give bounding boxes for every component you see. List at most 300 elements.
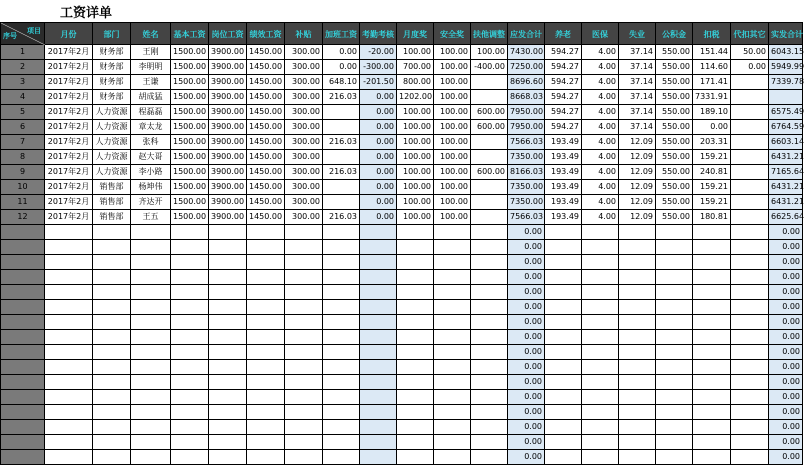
table-cell[interactable] — [434, 285, 471, 300]
table-cell[interactable]: 0.00 — [360, 195, 397, 210]
table-cell[interactable] — [209, 300, 247, 315]
column-header[interactable]: 代扣其它 — [731, 23, 769, 45]
table-cell[interactable] — [131, 435, 171, 450]
table-cell[interactable] — [323, 360, 360, 375]
table-cell[interactable] — [45, 420, 93, 435]
table-cell[interactable] — [656, 270, 693, 285]
table-cell[interactable] — [693, 405, 731, 420]
column-header[interactable]: 补贴 — [285, 23, 323, 45]
table-cell[interactable] — [323, 405, 360, 420]
table-cell[interactable] — [360, 405, 397, 420]
table-cell[interactable] — [93, 375, 131, 390]
row-index[interactable] — [1, 360, 45, 375]
table-cell[interactable]: 594.27 — [545, 45, 582, 60]
table-cell[interactable] — [471, 255, 508, 270]
table-cell[interactable]: 0.00 — [360, 120, 397, 135]
table-cell[interactable] — [171, 225, 209, 240]
table-cell[interactable] — [285, 420, 323, 435]
table-cell[interactable] — [45, 450, 93, 465]
table-cell[interactable] — [656, 330, 693, 345]
table-cell[interactable]: 1500.00 — [171, 105, 209, 120]
table-cell[interactable] — [45, 300, 93, 315]
table-cell[interactable]: 37.14 — [619, 75, 656, 90]
table-cell[interactable]: 100.00 — [397, 135, 434, 150]
table-cell[interactable] — [656, 300, 693, 315]
table-cell[interactable]: 0.00 — [769, 345, 803, 360]
table-cell[interactable] — [360, 285, 397, 300]
row-index[interactable] — [1, 225, 45, 240]
table-cell[interactable] — [397, 405, 434, 420]
table-cell[interactable] — [619, 255, 656, 270]
table-cell[interactable] — [247, 330, 285, 345]
table-cell[interactable]: 0.00 — [360, 90, 397, 105]
table-cell[interactable]: 2017年2月 — [45, 60, 93, 75]
table-cell[interactable]: 4.00 — [582, 120, 619, 135]
table-cell[interactable] — [45, 405, 93, 420]
table-cell[interactable] — [471, 300, 508, 315]
table-cell[interactable] — [323, 240, 360, 255]
table-cell[interactable]: 1500.00 — [171, 210, 209, 225]
table-cell[interactable] — [285, 285, 323, 300]
table-cell[interactable]: 100.00 — [397, 165, 434, 180]
table-cell[interactable] — [285, 240, 323, 255]
table-cell[interactable]: 100.00 — [434, 90, 471, 105]
table-cell[interactable]: 180.81 — [693, 210, 731, 225]
table-cell[interactable]: 300.00 — [285, 180, 323, 195]
table-cell[interactable] — [131, 255, 171, 270]
table-cell[interactable]: 0.00 — [769, 285, 803, 300]
table-cell[interactable] — [471, 150, 508, 165]
table-cell[interactable]: 216.03 — [323, 165, 360, 180]
table-cell[interactable] — [247, 375, 285, 390]
table-cell[interactable]: 3900.00 — [209, 120, 247, 135]
row-index[interactable] — [1, 375, 45, 390]
table-cell[interactable]: 8696.60 — [508, 75, 545, 90]
table-cell[interactable]: 4.00 — [582, 165, 619, 180]
table-cell[interactable]: 550.00 — [656, 180, 693, 195]
table-cell[interactable]: 1202.00 — [397, 90, 434, 105]
table-cell[interactable] — [131, 225, 171, 240]
table-cell[interactable]: 1450.00 — [247, 105, 285, 120]
table-cell[interactable]: 王刚 — [131, 45, 171, 60]
table-cell[interactable]: 1450.00 — [247, 195, 285, 210]
table-cell[interactable] — [582, 240, 619, 255]
table-cell[interactable]: 100.00 — [434, 75, 471, 90]
table-cell[interactable] — [397, 450, 434, 465]
table-cell[interactable]: 人力资源 — [93, 120, 131, 135]
table-cell[interactable] — [545, 240, 582, 255]
table-cell[interactable]: 1500.00 — [171, 135, 209, 150]
table-cell[interactable] — [731, 270, 769, 285]
table-cell[interactable]: 100.00 — [397, 180, 434, 195]
table-cell[interactable]: 1500.00 — [171, 90, 209, 105]
table-cell[interactable] — [93, 360, 131, 375]
table-cell[interactable] — [93, 225, 131, 240]
table-cell[interactable] — [656, 240, 693, 255]
table-cell[interactable] — [323, 120, 360, 135]
table-cell[interactable]: 216.03 — [323, 210, 360, 225]
table-cell[interactable] — [434, 330, 471, 345]
table-cell[interactable] — [93, 240, 131, 255]
table-cell[interactable] — [171, 375, 209, 390]
row-index[interactable] — [1, 315, 45, 330]
table-cell[interactable] — [397, 300, 434, 315]
table-cell[interactable]: 600.00 — [471, 105, 508, 120]
table-cell[interactable]: 1450.00 — [247, 150, 285, 165]
column-header[interactable]: 失业 — [619, 23, 656, 45]
table-cell[interactable]: 胡成猛 — [131, 90, 171, 105]
table-cell[interactable]: 594.27 — [545, 105, 582, 120]
table-cell[interactable] — [619, 420, 656, 435]
table-cell[interactable] — [656, 420, 693, 435]
row-index[interactable] — [1, 270, 45, 285]
table-cell[interactable] — [693, 450, 731, 465]
table-cell[interactable]: 12.09 — [619, 165, 656, 180]
table-cell[interactable]: 0.00 — [769, 315, 803, 330]
table-cell[interactable] — [656, 390, 693, 405]
column-header[interactable]: 基本工资 — [171, 23, 209, 45]
table-cell[interactable]: 1450.00 — [247, 120, 285, 135]
table-cell[interactable] — [731, 450, 769, 465]
table-cell[interactable] — [582, 285, 619, 300]
table-cell[interactable]: 300.00 — [285, 165, 323, 180]
table-cell[interactable]: 3900.00 — [209, 45, 247, 60]
table-cell[interactable]: 550.00 — [656, 105, 693, 120]
table-cell[interactable]: 100.00 — [397, 150, 434, 165]
table-cell[interactable] — [434, 225, 471, 240]
table-cell[interactable] — [93, 345, 131, 360]
table-cell[interactable]: 1500.00 — [171, 60, 209, 75]
table-cell[interactable]: 0.00 — [508, 300, 545, 315]
table-cell[interactable]: 100.00 — [397, 45, 434, 60]
table-cell[interactable]: 3900.00 — [209, 210, 247, 225]
table-cell[interactable] — [397, 345, 434, 360]
table-cell[interactable] — [731, 360, 769, 375]
table-cell[interactable]: 7250.00 — [508, 60, 545, 75]
table-cell[interactable] — [434, 360, 471, 375]
table-cell[interactable] — [619, 330, 656, 345]
table-cell[interactable] — [619, 390, 656, 405]
table-cell[interactable]: 300.00 — [285, 45, 323, 60]
table-cell[interactable]: 0.00 — [508, 405, 545, 420]
row-index[interactable] — [1, 435, 45, 450]
table-cell[interactable]: 100.00 — [434, 105, 471, 120]
table-cell[interactable]: 杨坤伟 — [131, 180, 171, 195]
table-cell[interactable] — [619, 360, 656, 375]
table-cell[interactable] — [731, 285, 769, 300]
table-cell[interactable]: 0.00 — [769, 270, 803, 285]
table-cell[interactable] — [471, 375, 508, 390]
table-cell[interactable]: 2017年2月 — [45, 195, 93, 210]
table-cell[interactable] — [131, 390, 171, 405]
table-cell[interactable] — [471, 90, 508, 105]
table-cell[interactable] — [323, 390, 360, 405]
table-cell[interactable]: 1450.00 — [247, 90, 285, 105]
table-cell[interactable] — [171, 270, 209, 285]
table-cell[interactable] — [360, 420, 397, 435]
column-header[interactable]: 医保 — [582, 23, 619, 45]
table-cell[interactable]: 594.27 — [545, 90, 582, 105]
row-index[interactable] — [1, 405, 45, 420]
table-cell[interactable] — [323, 255, 360, 270]
table-cell[interactable] — [545, 345, 582, 360]
table-cell[interactable]: 100.00 — [434, 165, 471, 180]
table-cell[interactable]: 2017年2月 — [45, 120, 93, 135]
table-cell[interactable]: 0.00 — [769, 255, 803, 270]
table-cell[interactable] — [131, 300, 171, 315]
table-cell[interactable] — [471, 390, 508, 405]
table-cell[interactable]: 300.00 — [285, 150, 323, 165]
table-cell[interactable] — [545, 300, 582, 315]
table-cell[interactable] — [360, 330, 397, 345]
table-cell[interactable] — [471, 75, 508, 90]
table-cell[interactable]: 100.00 — [434, 135, 471, 150]
table-cell[interactable] — [285, 375, 323, 390]
table-cell[interactable]: 财务部 — [93, 75, 131, 90]
table-cell[interactable] — [582, 390, 619, 405]
table-cell[interactable]: 1500.00 — [171, 150, 209, 165]
table-cell[interactable]: 100.00 — [397, 195, 434, 210]
table-cell[interactable]: 100.00 — [434, 45, 471, 60]
table-cell[interactable] — [471, 450, 508, 465]
table-cell[interactable]: 550.00 — [656, 45, 693, 60]
table-cell[interactable] — [131, 360, 171, 375]
table-cell[interactable] — [471, 345, 508, 360]
column-header[interactable]: 养老 — [545, 23, 582, 45]
table-cell[interactable] — [582, 270, 619, 285]
table-cell[interactable]: 1500.00 — [171, 120, 209, 135]
table-cell[interactable] — [619, 315, 656, 330]
table-cell[interactable]: 销售部 — [93, 195, 131, 210]
table-cell[interactable]: 37.14 — [619, 45, 656, 60]
table-cell[interactable] — [323, 195, 360, 210]
table-cell[interactable] — [45, 270, 93, 285]
table-cell[interactable]: 594.27 — [545, 60, 582, 75]
table-cell[interactable] — [582, 315, 619, 330]
table-cell[interactable] — [731, 180, 769, 195]
table-cell[interactable]: 7165.64 — [769, 165, 803, 180]
table-cell[interactable]: 0.00 — [508, 225, 545, 240]
table-cell[interactable] — [247, 435, 285, 450]
table-cell[interactable]: 赵大哥 — [131, 150, 171, 165]
table-cell[interactable] — [582, 435, 619, 450]
table-cell[interactable] — [247, 450, 285, 465]
table-cell[interactable] — [285, 390, 323, 405]
table-cell[interactable]: 37.14 — [619, 105, 656, 120]
table-cell[interactable]: 7339.78 — [769, 75, 803, 90]
table-cell[interactable] — [693, 435, 731, 450]
table-cell[interactable] — [582, 225, 619, 240]
table-cell[interactable] — [397, 330, 434, 345]
table-cell[interactable] — [360, 270, 397, 285]
table-cell[interactable] — [582, 345, 619, 360]
column-header[interactable]: 考勤考核 — [360, 23, 397, 45]
table-cell[interactable]: 193.49 — [545, 150, 582, 165]
table-cell[interactable]: 4.00 — [582, 135, 619, 150]
table-cell[interactable] — [693, 255, 731, 270]
table-cell[interactable]: 550.00 — [656, 150, 693, 165]
table-cell[interactable]: 1450.00 — [247, 60, 285, 75]
table-cell[interactable] — [545, 405, 582, 420]
table-cell[interactable] — [397, 285, 434, 300]
table-cell[interactable]: 2017年2月 — [45, 45, 93, 60]
table-cell[interactable] — [323, 285, 360, 300]
table-cell[interactable] — [397, 270, 434, 285]
table-cell[interactable] — [397, 390, 434, 405]
table-cell[interactable]: 2017年2月 — [45, 105, 93, 120]
table-cell[interactable]: 550.00 — [656, 165, 693, 180]
table-cell[interactable]: -20.00 — [360, 45, 397, 60]
table-cell[interactable] — [731, 315, 769, 330]
table-cell[interactable]: 2017年2月 — [45, 165, 93, 180]
column-header[interactable]: 绩效工资 — [247, 23, 285, 45]
table-cell[interactable] — [582, 450, 619, 465]
table-cell[interactable]: 100.00 — [434, 120, 471, 135]
table-cell[interactable]: 216.03 — [323, 135, 360, 150]
table-cell[interactable] — [434, 240, 471, 255]
table-cell[interactable] — [656, 315, 693, 330]
table-cell[interactable]: 1450.00 — [247, 210, 285, 225]
table-cell[interactable] — [582, 405, 619, 420]
table-cell[interactable] — [731, 165, 769, 180]
table-cell[interactable] — [434, 255, 471, 270]
table-cell[interactable] — [323, 270, 360, 285]
row-index[interactable]: 12 — [1, 210, 45, 225]
table-cell[interactable] — [619, 300, 656, 315]
table-cell[interactable] — [209, 390, 247, 405]
table-cell[interactable]: 7950.00 — [508, 105, 545, 120]
table-cell[interactable]: 193.49 — [545, 195, 582, 210]
table-cell[interactable] — [619, 405, 656, 420]
table-cell[interactable] — [434, 390, 471, 405]
table-cell[interactable]: 李明明 — [131, 60, 171, 75]
table-cell[interactable] — [171, 390, 209, 405]
table-cell[interactable] — [171, 360, 209, 375]
table-cell[interactable] — [360, 300, 397, 315]
table-cell[interactable] — [693, 285, 731, 300]
column-header[interactable]: 加班工资 — [323, 23, 360, 45]
table-cell[interactable] — [656, 375, 693, 390]
table-cell[interactable]: 12.09 — [619, 180, 656, 195]
table-cell[interactable]: 0.00 — [693, 120, 731, 135]
table-cell[interactable] — [247, 360, 285, 375]
table-cell[interactable] — [471, 360, 508, 375]
table-cell[interactable] — [209, 360, 247, 375]
column-header[interactable]: 扣税 — [693, 23, 731, 45]
table-cell[interactable] — [731, 375, 769, 390]
table-cell[interactable]: 7350.00 — [508, 150, 545, 165]
table-cell[interactable]: 193.49 — [545, 180, 582, 195]
table-cell[interactable] — [397, 315, 434, 330]
table-cell[interactable]: 550.00 — [656, 195, 693, 210]
table-cell[interactable] — [360, 225, 397, 240]
table-cell[interactable] — [619, 450, 656, 465]
table-cell[interactable]: 3900.00 — [209, 105, 247, 120]
table-cell[interactable] — [471, 195, 508, 210]
table-cell[interactable] — [619, 240, 656, 255]
column-header[interactable]: 岗位工资 — [209, 23, 247, 45]
table-cell[interactable]: 章太龙 — [131, 120, 171, 135]
table-cell[interactable] — [434, 270, 471, 285]
table-cell[interactable]: 4.00 — [582, 90, 619, 105]
table-cell[interactable]: 100.00 — [434, 195, 471, 210]
table-cell[interactable] — [171, 300, 209, 315]
table-cell[interactable] — [45, 240, 93, 255]
table-cell[interactable]: 100.00 — [397, 120, 434, 135]
table-cell[interactable]: 0.00 — [508, 390, 545, 405]
table-cell[interactable] — [131, 285, 171, 300]
table-cell[interactable] — [397, 255, 434, 270]
table-cell[interactable] — [209, 420, 247, 435]
table-cell[interactable] — [471, 420, 508, 435]
table-cell[interactable] — [360, 375, 397, 390]
table-cell[interactable] — [360, 255, 397, 270]
table-cell[interactable] — [731, 240, 769, 255]
table-cell[interactable] — [693, 315, 731, 330]
table-cell[interactable]: 300.00 — [285, 120, 323, 135]
table-cell[interactable]: 7950.00 — [508, 120, 545, 135]
table-cell[interactable] — [45, 315, 93, 330]
table-cell[interactable]: 100.00 — [434, 150, 471, 165]
table-cell[interactable] — [45, 435, 93, 450]
row-index[interactable]: 2 — [1, 60, 45, 75]
table-cell[interactable] — [285, 315, 323, 330]
table-cell[interactable] — [471, 225, 508, 240]
table-cell[interactable]: 0.00 — [769, 375, 803, 390]
table-cell[interactable] — [471, 285, 508, 300]
table-cell[interactable] — [247, 270, 285, 285]
table-cell[interactable] — [545, 285, 582, 300]
table-cell[interactable] — [619, 285, 656, 300]
table-cell[interactable]: 3900.00 — [209, 75, 247, 90]
table-cell[interactable] — [171, 315, 209, 330]
table-cell[interactable]: 0.00 — [508, 330, 545, 345]
table-cell[interactable] — [769, 90, 803, 105]
row-index[interactable]: 9 — [1, 165, 45, 180]
table-cell[interactable] — [731, 420, 769, 435]
table-cell[interactable] — [693, 240, 731, 255]
table-cell[interactable] — [471, 330, 508, 345]
table-cell[interactable] — [209, 285, 247, 300]
table-cell[interactable] — [434, 375, 471, 390]
row-index[interactable]: 4 — [1, 90, 45, 105]
table-cell[interactable] — [693, 390, 731, 405]
table-cell[interactable] — [93, 300, 131, 315]
table-cell[interactable]: 1450.00 — [247, 45, 285, 60]
table-cell[interactable]: 2017年2月 — [45, 210, 93, 225]
table-cell[interactable]: 100.00 — [434, 60, 471, 75]
table-cell[interactable]: 100.00 — [471, 45, 508, 60]
table-cell[interactable]: 300.00 — [285, 195, 323, 210]
table-cell[interactable]: 1500.00 — [171, 45, 209, 60]
table-cell[interactable] — [545, 255, 582, 270]
table-cell[interactable] — [45, 360, 93, 375]
table-cell[interactable] — [731, 75, 769, 90]
table-cell[interactable]: 0.00 — [731, 60, 769, 75]
table-cell[interactable] — [471, 240, 508, 255]
table-cell[interactable]: 159.21 — [693, 195, 731, 210]
row-index[interactable] — [1, 420, 45, 435]
table-cell[interactable]: 1500.00 — [171, 165, 209, 180]
table-cell[interactable]: 3900.00 — [209, 150, 247, 165]
table-cell[interactable]: 7331.91 — [693, 90, 731, 105]
row-index[interactable] — [1, 240, 45, 255]
row-index[interactable]: 3 — [1, 75, 45, 90]
table-cell[interactable] — [731, 405, 769, 420]
table-cell[interactable]: 300.00 — [285, 210, 323, 225]
table-cell[interactable] — [434, 315, 471, 330]
table-cell[interactable] — [434, 435, 471, 450]
